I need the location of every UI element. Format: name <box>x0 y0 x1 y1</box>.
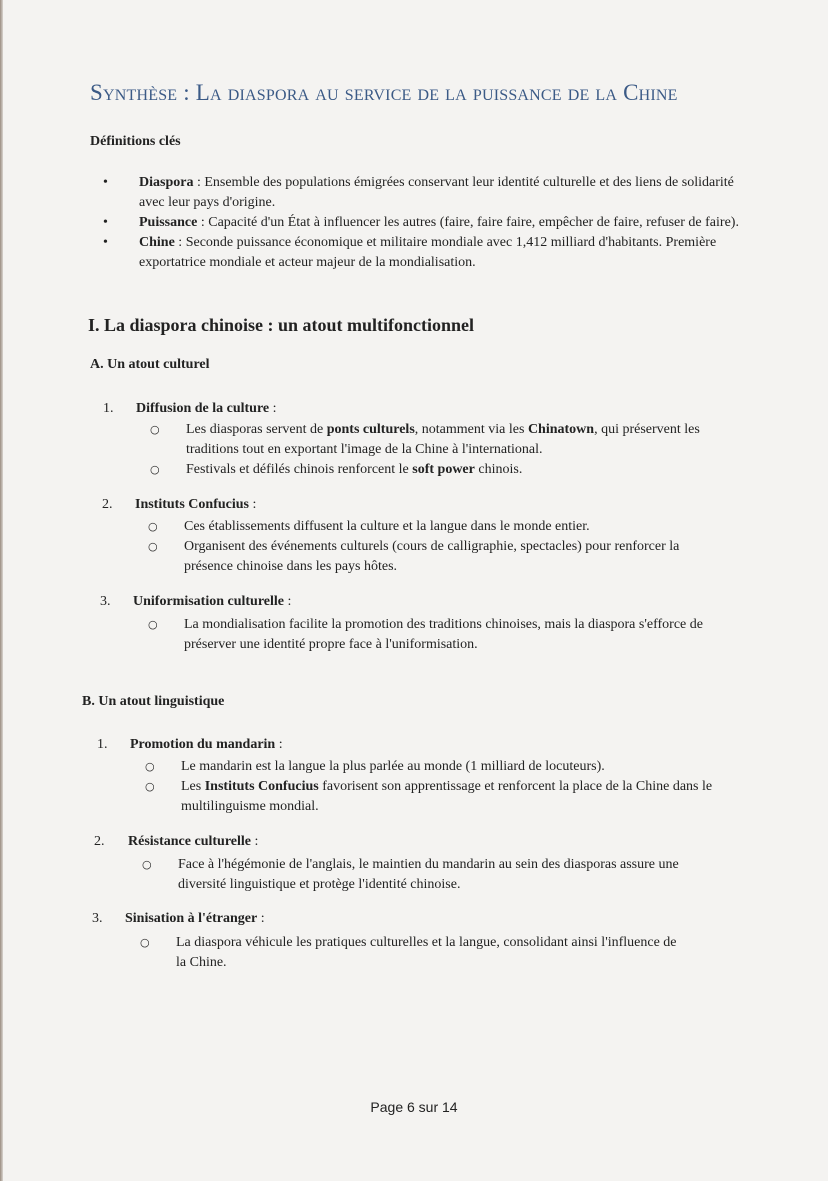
item-title-colon: : <box>269 401 277 416</box>
definitions-list <box>100 173 750 273</box>
definition-item <box>100 233 739 273</box>
bullet-emphasis: Instituts Confucius <box>204 779 319 794</box>
bullet-text: Les <box>181 779 205 794</box>
item-title-text: Instituts Confucius <box>135 497 249 512</box>
item-title-colon: : <box>251 834 259 849</box>
circle-bullet-icon: ○ <box>148 520 158 533</box>
circle-bullet-icon: ○ <box>150 463 160 476</box>
item-number: 1. <box>103 401 114 416</box>
item-title <box>128 834 258 850</box>
item-title <box>133 594 291 610</box>
item-number: 2. <box>94 834 105 849</box>
section-heading: I. La diaspora chinoise : un atout multifonctionnel <box>88 315 475 335</box>
bullet-emphasis: ponts culturels <box>326 422 415 437</box>
item-title-text: Uniformisation culturelle <box>133 594 285 609</box>
circle-bullet-icon: ○ <box>142 858 152 871</box>
bullet-text: Les diasporas servent de <box>186 422 327 437</box>
definition-term: Diaspora <box>139 175 194 190</box>
circle-bullet-icon: ○ <box>140 936 150 949</box>
definition-term: Puissance <box>139 215 198 230</box>
bullet-text: , notamment via les <box>414 422 528 437</box>
circle-bullet-icon: ○ <box>145 760 155 773</box>
circle-bullet-icon: ○ <box>148 540 158 553</box>
bullet-emphasis: soft power <box>412 462 475 477</box>
subsection-heading: A. Un atout culturel <box>90 357 210 372</box>
definition-separator: : <box>197 215 209 230</box>
item-title-text: Sinisation à l'étranger <box>125 911 258 926</box>
bullet-list <box>145 757 735 817</box>
subsection-heading: B. Un atout linguistique <box>82 694 225 709</box>
bullet-list <box>140 933 680 973</box>
definition-text: Capacité d'un État à influencer les autres (faire, faire faire, empêcher de faire, refuser de faire). <box>208 215 739 230</box>
item-number: 2. <box>102 497 113 512</box>
definition-term: Chine <box>139 235 175 250</box>
list-item <box>140 933 680 973</box>
bullet-dot-icon: • <box>103 215 108 230</box>
item-title-colon: : <box>257 911 265 926</box>
bullet-list <box>148 517 718 577</box>
list-item <box>150 420 730 460</box>
list-item <box>145 757 735 777</box>
circle-bullet-icon: ○ <box>150 423 160 436</box>
item-title-colon: : <box>248 497 257 512</box>
item-number: 3. <box>100 594 111 609</box>
definition-text: Ensemble des populations émigrées conservant leur identité culturelle et des liens de solidarité avec leur pays d'origine. <box>139 175 734 210</box>
bullet-dot-icon: • <box>103 235 108 250</box>
definition-separator: : <box>193 175 205 190</box>
bullet-text: Face à l'hégémonie de l'anglais, le maintien du mandarin au sein des diasporas assure une diversité linguistique et protège l'identité chinoise. <box>178 857 679 892</box>
list-item <box>148 517 718 537</box>
list-item <box>142 855 722 895</box>
bullet-text: chinois. <box>474 462 523 477</box>
list-item <box>145 777 735 817</box>
page-number: Page 6 sur 14 <box>370 1099 458 1115</box>
list-item <box>150 460 730 480</box>
bullet-text: Festivals et défilés chinois renforcent le <box>186 462 413 477</box>
definition-text: Seconde puissance économique et militaire mondiale avec 1,412 milliard d'habitants. Première exportatrice mondiale et acteur majeur de la mondialisation. <box>139 235 717 270</box>
circle-bullet-icon: ○ <box>148 618 158 631</box>
bullet-list <box>142 855 722 895</box>
item-title <box>135 497 256 513</box>
item-title <box>130 737 283 753</box>
item-title-text: Promotion du mandarin <box>130 737 276 752</box>
circle-bullet-icon: ○ <box>145 780 155 793</box>
item-title-text: Résistance culturelle <box>128 834 251 849</box>
definition-separator: : <box>174 235 186 250</box>
bullet-text: La diaspora véhicule les pratiques culturelles et la langue, consolidant ainsi l'influence de la Chine. <box>176 935 677 970</box>
list-item <box>148 615 728 655</box>
bullet-emphasis: Chinatown <box>527 422 595 437</box>
page-title: Synthèse : La diaspora au service de la puissance de la Chine <box>90 80 678 105</box>
bullet-list <box>148 615 728 655</box>
item-title <box>125 911 265 927</box>
definition-item <box>100 173 739 213</box>
item-number: 1. <box>97 737 108 752</box>
item-title-colon: : <box>275 737 283 752</box>
bullet-list <box>150 420 730 480</box>
item-title-colon: : <box>284 594 292 609</box>
definition-item <box>100 213 749 233</box>
list-item <box>148 537 718 577</box>
definitions-heading: Définitions clés <box>90 134 181 149</box>
bullet-text: La mondialisation facilite la promotion des traditions chinoises, mais la diaspora s'efforce de préserver une identité propre face à l'uniformisation. <box>184 617 703 652</box>
bullet-text: , qui préservent les traditions tout en exportant l'image de la Chine à l'international. <box>186 422 700 457</box>
bullet-text: Ces établissements diffusent la culture et la langue dans le monde entier. <box>184 519 590 534</box>
item-number: 3. <box>92 911 103 926</box>
bullet-text: Organisent des événements culturels (cours de calligraphie, spectacles) pour renforcer la présence chinoise dans les pays hôtes. <box>184 539 680 574</box>
item-title <box>136 401 277 417</box>
page-edge <box>0 0 3 1181</box>
bullet-text: favorisent son apprentissage et renforcent la place de la Chine dans le multilinguisme mondial. <box>181 779 713 814</box>
bullet-text: Le mandarin est la langue la plus parlée au monde (1 milliard de locuteurs). <box>181 759 605 774</box>
bullet-dot-icon: • <box>103 175 108 190</box>
item-title-text: Diffusion de la culture <box>136 401 270 416</box>
